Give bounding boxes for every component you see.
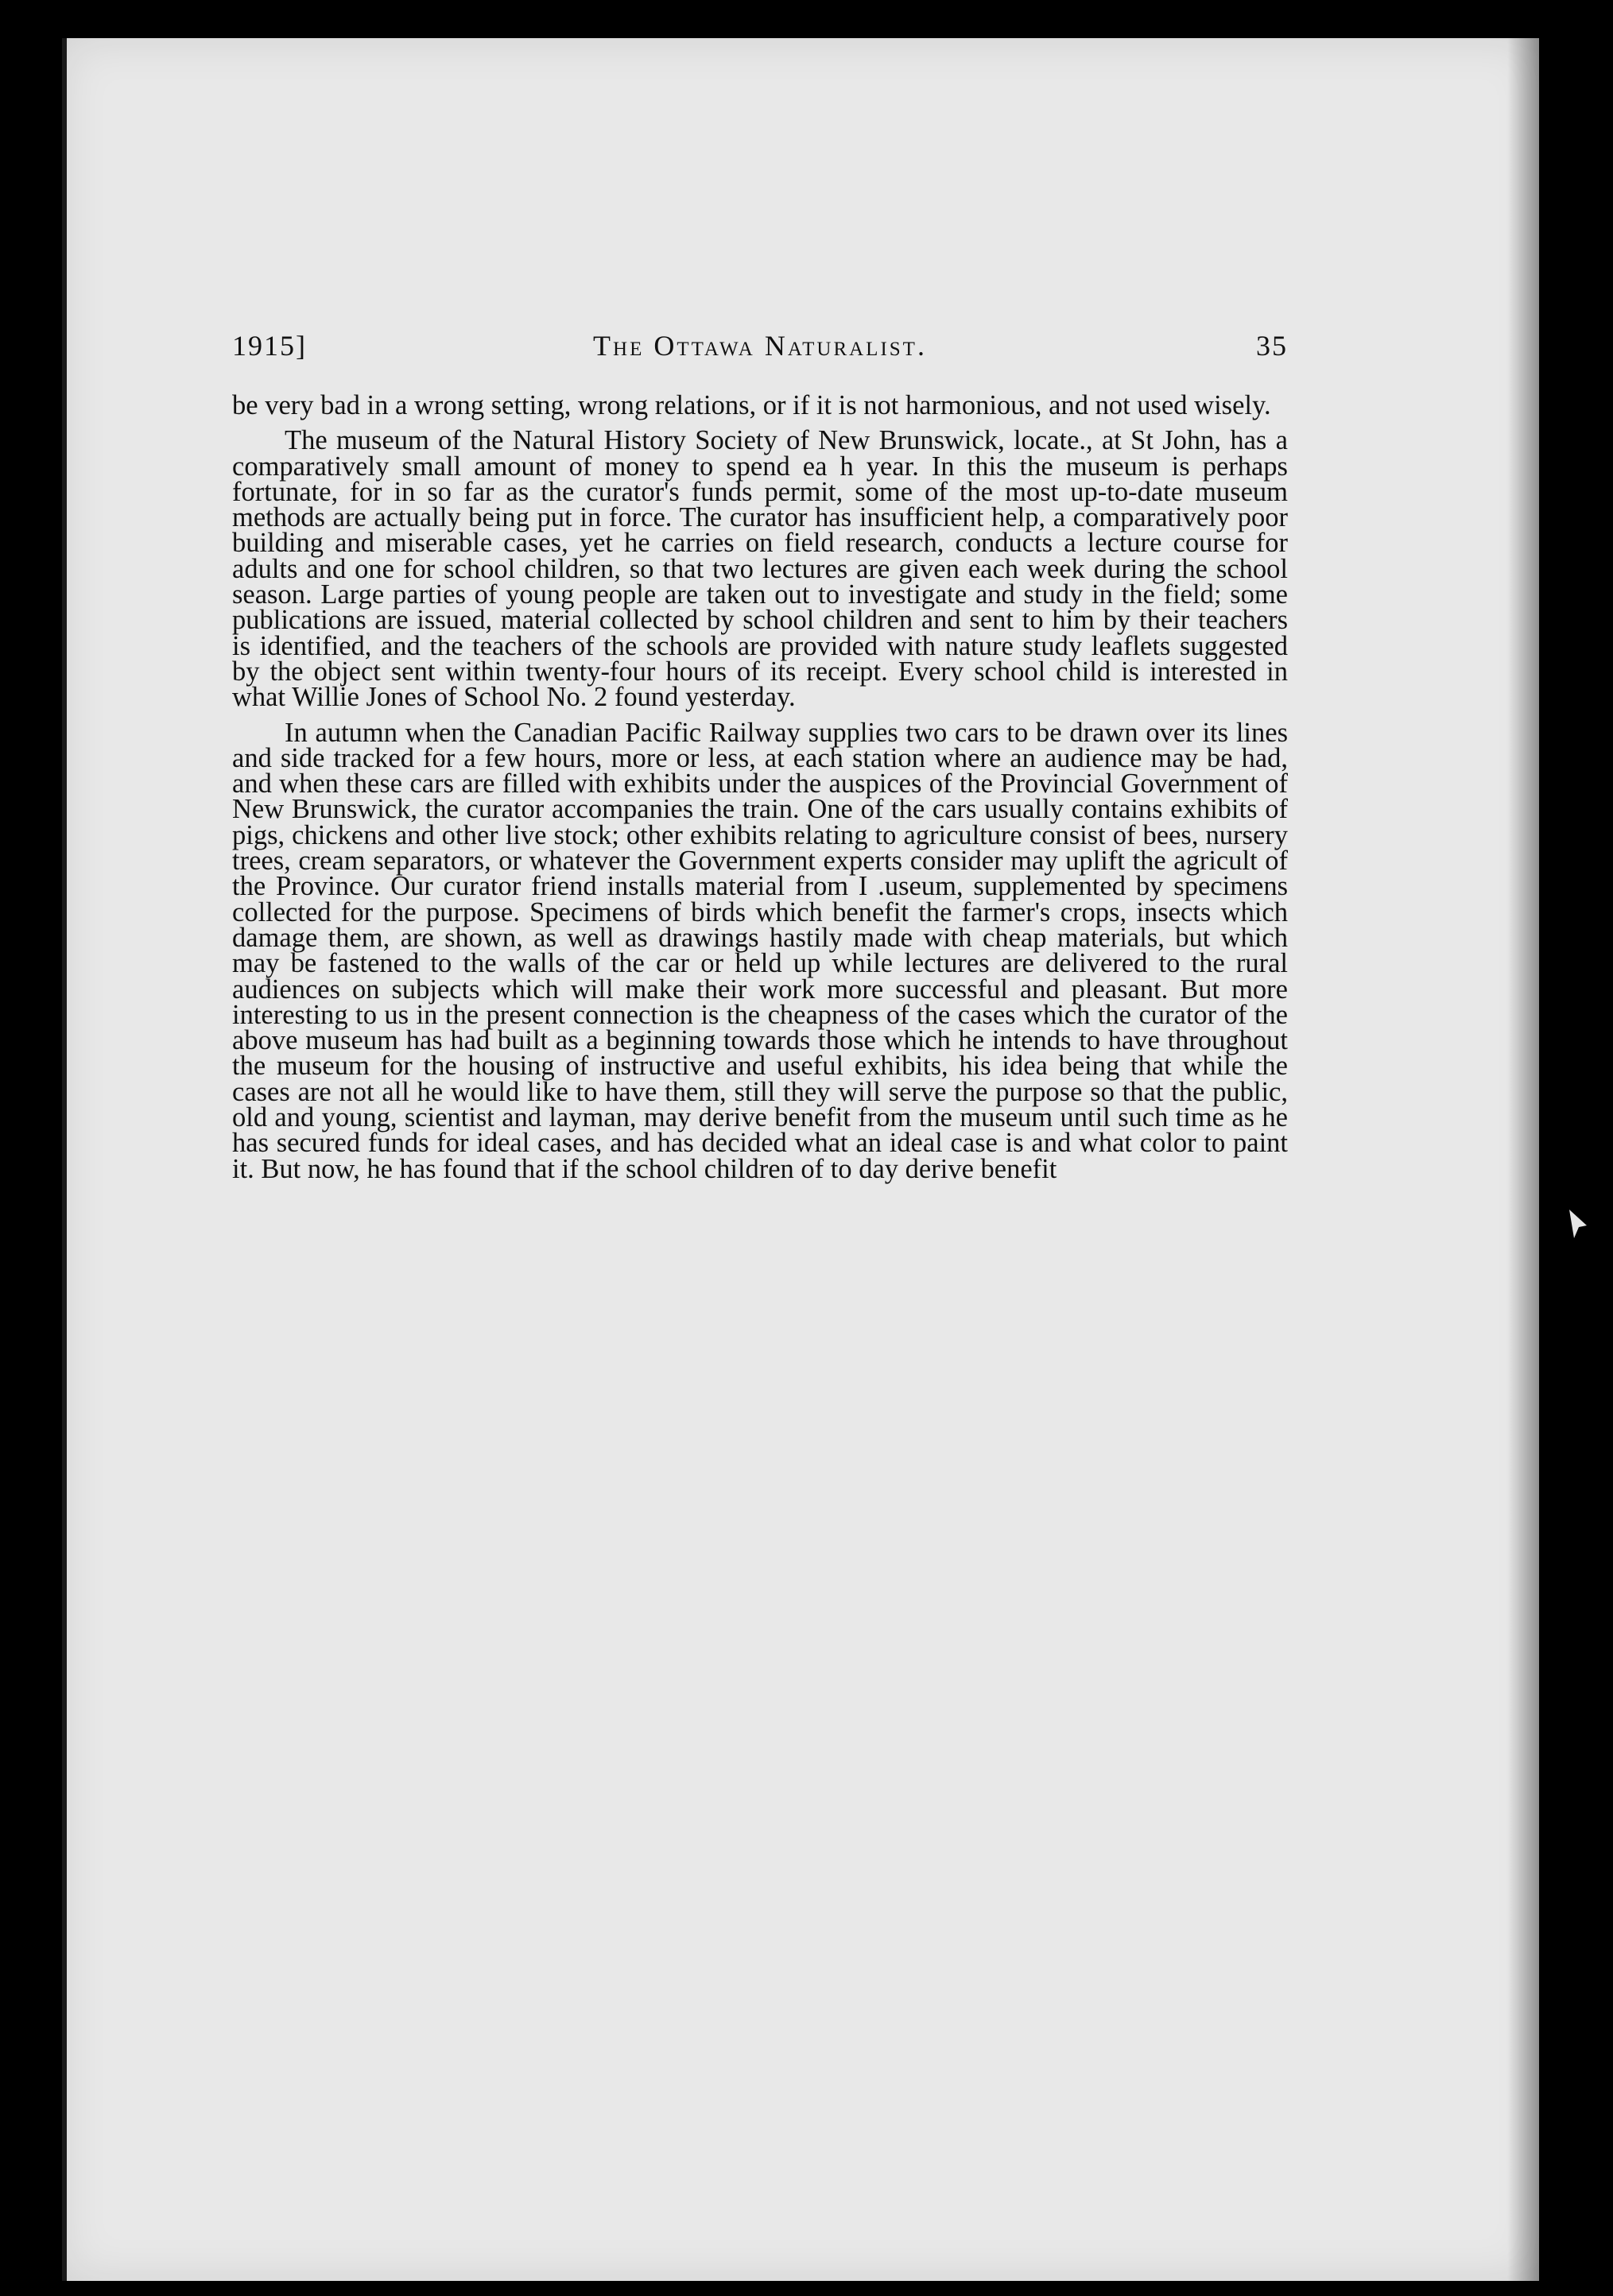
scan-artifact-mark bbox=[1568, 1208, 1588, 1240]
running-head-journal-title: The Ottawa Naturalist. bbox=[593, 330, 927, 362]
running-head-year: 1915] bbox=[232, 330, 307, 362]
page-binding-shadow bbox=[1507, 38, 1539, 2281]
paragraph-museum-new-brunswick: The museum of the Natural History Society of New Brunswick, locate., at St John, has a comparatively small amount of money to spend ea h year. In this the museum is perhaps fortunate, for in so far as the curator's funds permit, some of the most up-to-date museum methods are actually being put in force. The curator has insufficient help, a comparatively poor building and miserable cases, yet he carries on field research, conducts a lecture course for adults and one for school children, so that two lectures are given each week during the school season. Large parties of young people are taken out to investigate and study in the field; some publications are issued, material collected by school children and sent to him by their teachers is identified, and the teachers of the schools are provided with nature study leaflets suggested by the object sent within twenty-four hours of its receipt. Every school child is interested in what Willie Jones of School No. 2 found yesterday. bbox=[232, 425, 1288, 713]
scanned-page bbox=[62, 38, 1539, 2281]
body-text bbox=[232, 390, 1288, 1191]
page-number: 35 bbox=[1256, 330, 1288, 362]
page-edge-shadow bbox=[62, 38, 67, 2281]
paragraph-autumn-train: In autumn when the Canadian Pacific Railway supplies two cars to be drawn over its lines and side tracked for a few hours, more or less, at each station where an audience may be had, and when these cars are filled with exhibits under the auspices of the Provincial Government of New Brunswick, the curator accompanies the train. One of the cars usually contains exhibits of pigs, chickens and other live stock; other exhibits relating to agriculture consist of bees, nursery trees, cream separators, or whatever the Government experts consider may uplift the agricult of the Province. Our curator friend installs material from I .useum, supplemented by specimens collected for the purpose. Specimens of birds which benefit the farmer's crops, insects which damage them, are shown, as well as drawings hastily made with cheap materials, but which may be fastened to the walls of the car or held up while lectures are delivered to the rural audiences on subjects which will make their work more successful and pleasant. But more interesting to us in the present connection is the cheapness of the cases which the curator of the above museum has had built as a beginning towards those which he intends to have throughout the museum for the housing of instructive and useful exhibits, his idea being that while the cases are not all he would like to have them, still they will serve the purpose so that the public, old and young, scientist and layman, may derive benefit from the museum until such time as he has secured funds for ideal cases, and has decided what an ideal case is and what color to paint it. But now, he has found that if the school children of to day derive benefit bbox=[232, 717, 1288, 1184]
paragraph-continued: be very bad in a wrong setting, wrong relations, or if it is not harmonious, and not used wisely. bbox=[232, 390, 1271, 420]
running-head bbox=[232, 329, 1288, 377]
